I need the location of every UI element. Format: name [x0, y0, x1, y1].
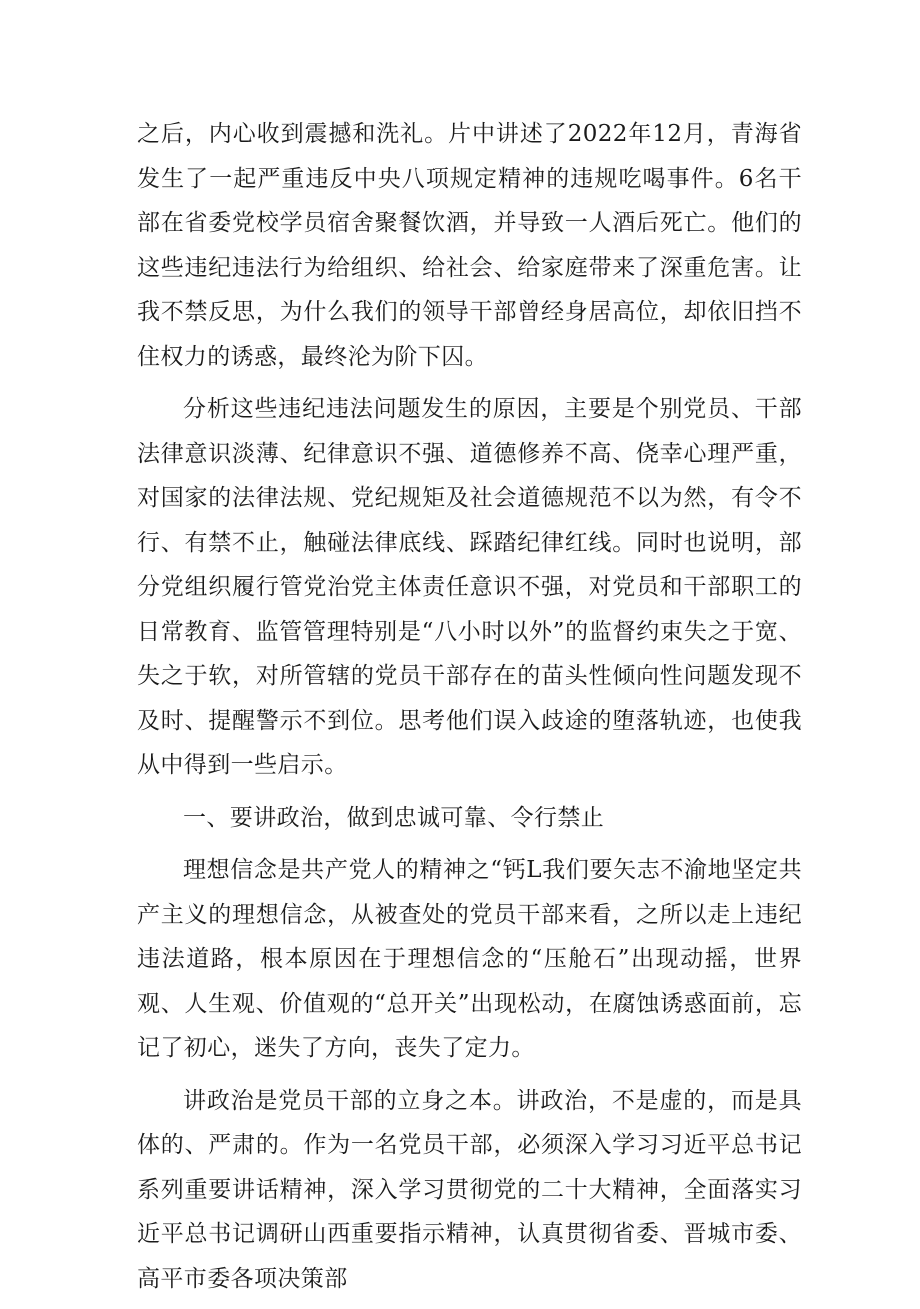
paragraph-ideals: 理想信念是共产党人的精神之“钙L我们要矢志不渝地坚定共产主义的理想信念，从被查处的党员干部来看，之所以走上违纪违法道路，根本原因在于理想信念的“压舱石”出现动摇，世界观、人生观、价值观的“总开关”出现松动，在腐蚀诱惑面前，忘记了初心，迷失了方向，丧失了定力。 [137, 857, 802, 1061]
paragraph-analysis: 分析这些违纪违法问题发生的原因，主要是个别党员、干部法律意识淡薄、纪律意识不强、道德修养不高、侥幸心理严重，对国家的法律法规、党纪规矩及社会道德规范不以为然，有令不行、有禁不止，触碰法律底线、踩踏纪律红线。同时也说明，部分党组织履行管党治党主体责任意识不强，对党员和干部职工的日常教育、监管管理特别是“八小时以外”的监督约束失之于宽、失之于软，对所管辖的党员干部存在的苗头性倾向性问题发现不及时、提醒警示不到位。思考他们误入歧途的堕落轨迹，也使我从中得到一些启示。 [137, 396, 802, 778]
document-body [137, 112, 802, 1309]
paragraph-politics: 讲政治是党员干部的立身之本。讲政治，不是虚的，而是具体的、严肃的。作为一名党员干部，必须深入学习习近平总书记系列重要讲话精神，深入学习贯彻党的二十大精神，全面落实习近平总书记调研山西重要指示精神，认真贯彻省委、晋城市委、高平市委各项决策部 [137, 1087, 802, 1292]
paragraph-continuation: 之后，内心收到震撼和洗礼。片中讲述了2022年12月，青海省发生了一起严重违反中央八项规定精神的违规吃喝事件。6名干部在省委党校学员宿舍聚餐饮酒，并导致一人酒后死亡。他们的这些违纪违法行为给组织、给社会、给家庭带来了深重危害。让我不禁反思，为什么我们的领导干部曾经身居高位，却依旧挡不住权力的诱惑，最终沦为阶下囚。 [137, 121, 802, 370]
section-heading: 一、要讲政治，做到忠诚可靠、令行禁止 [183, 804, 605, 831]
